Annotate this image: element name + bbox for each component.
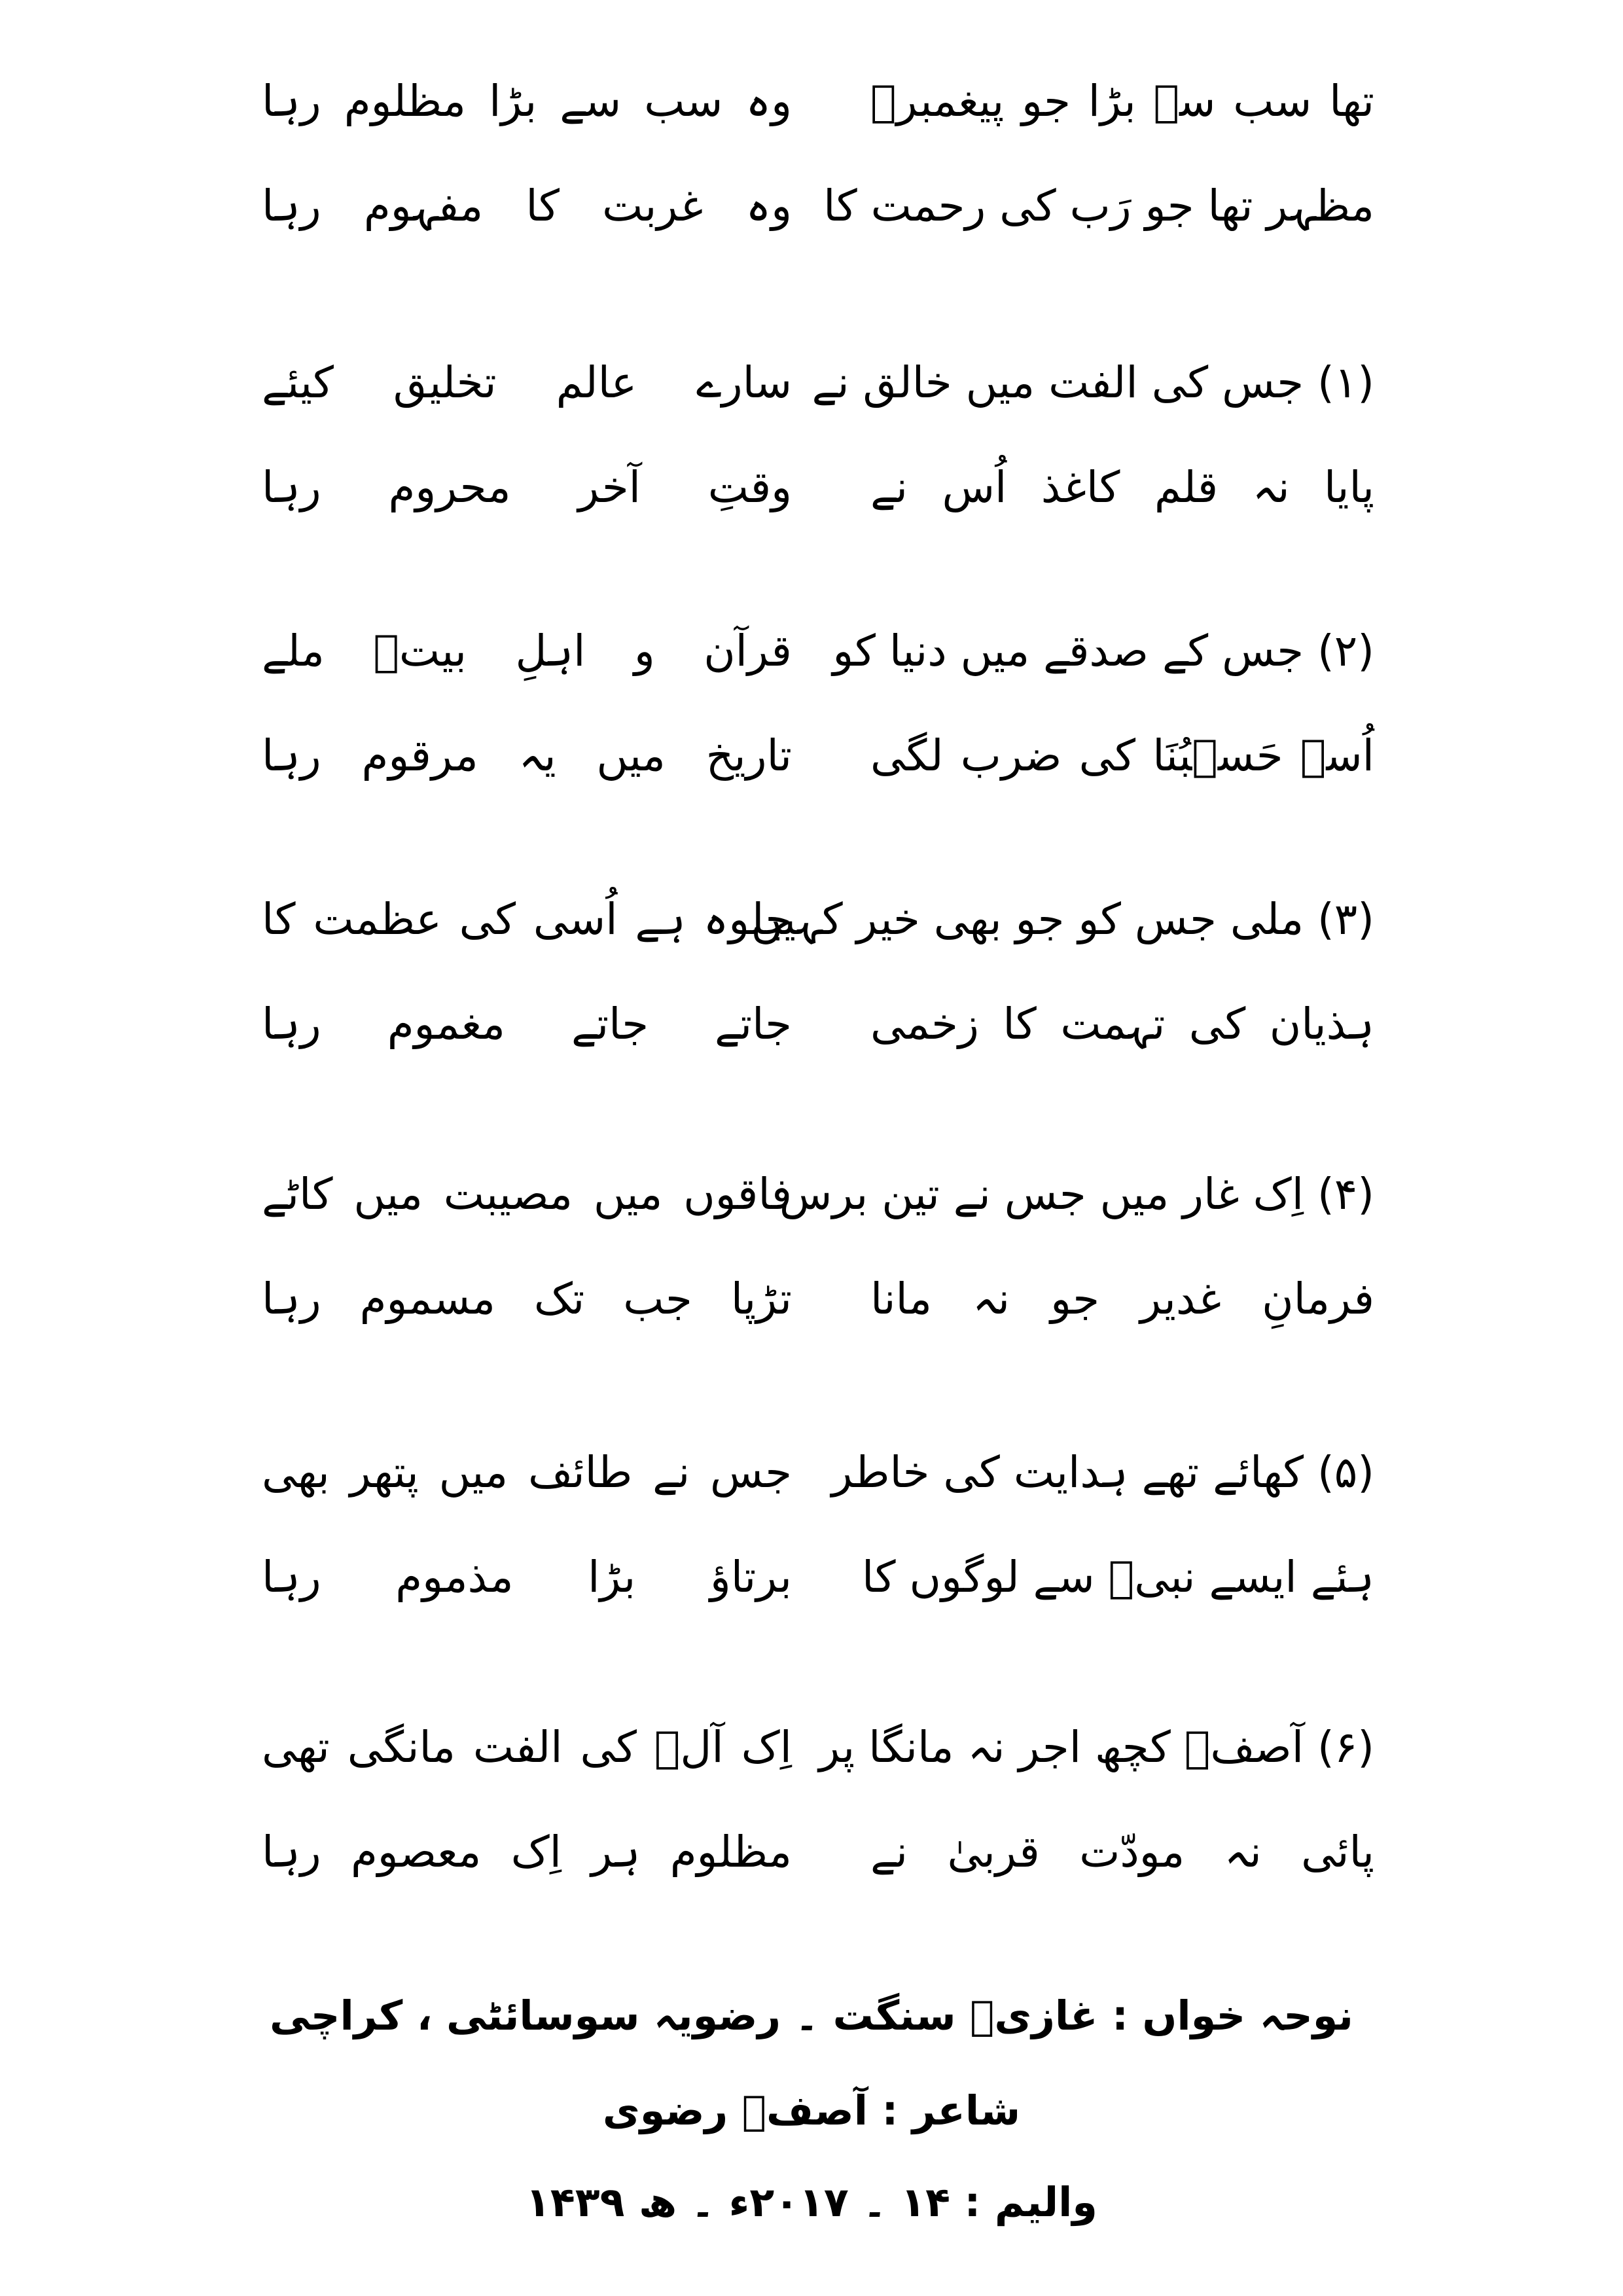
verse-hemistich-second: وہ سب سے بڑا مظلوم رہا <box>262 76 792 126</box>
verse-line <box>262 49 1374 154</box>
verse-hemistich-first: پایا نہ قلم کاغذ اُس نے <box>870 462 1374 512</box>
verse-line <box>262 331 1374 435</box>
verse-hemistich-second: تاریخ میں یہ مرقوم رہا <box>262 730 792 781</box>
verse-hemistich-first: فرمانِ غدیر جو نہ مانا <box>870 1274 1374 1324</box>
verse-hemistich-first: (۵) کھائے تھے ہدایت کی خاطر <box>831 1447 1374 1498</box>
poet-credit: شاعر : آصفؔ رضوی <box>602 2087 1021 2134</box>
verse-line <box>262 599 1374 704</box>
verse-hemistich-first: ہئے ایسے نبیؐ سے لوگوں کا <box>861 1552 1374 1602</box>
stanza-1 <box>262 331 1374 540</box>
verse-line <box>262 154 1374 259</box>
verse-hemistich-second: اِک آلؑ کی الفت مانگی تھی <box>262 1722 792 1772</box>
verse-hemistich-second: سارے عالم تخلیق کیئے <box>262 357 792 408</box>
stanza-5 <box>262 1420 1374 1630</box>
verse-line <box>262 867 1374 972</box>
verse-line <box>262 1247 1374 1352</box>
volume-info: والیم : ۱۴ ۔ ۲۰۱۷ء ۔ ھ ۱۴۳۹ <box>526 2178 1097 2226</box>
verse-hemistich-first: ہذیان کی تہمت کا زخمی <box>870 999 1374 1049</box>
verse-hemistich-first: (۳) ملی جس کو جو بھی خیر کہیں <box>751 894 1374 944</box>
stanza-3 <box>262 867 1374 1077</box>
verse-hemistich-first: مظہر تھا جو رَب کی رحمت کا <box>823 181 1374 231</box>
verse-hemistich-second: وقتِ آخر محروم رہا <box>262 462 792 512</box>
matla-couplet <box>262 49 1374 259</box>
stanza-6 <box>262 1695 1374 1905</box>
verse-line <box>262 972 1374 1077</box>
verse-line <box>262 1695 1374 1800</box>
verse-hemistich-first: (۶) آصفؔ کچھ اجر نہ مانگا پر <box>819 1722 1374 1772</box>
verse-hemistich-second: وہ غربت کا مفہوم رہا <box>262 181 792 231</box>
verse-hemistich-first: اُسے حَسۡبُنَا کی ضرب لگی <box>870 730 1374 781</box>
verse-hemistich-second: برتاؤ بڑا مذموم رہا <box>262 1552 792 1602</box>
verse-hemistich-second: مظلوم ہر اِک معصوم رہا <box>262 1827 792 1877</box>
verse-hemistich-second: جاتے جاتے مغموم رہا <box>262 999 792 1049</box>
verse-line <box>262 1800 1374 1905</box>
verse-hemistich-first: (۱) جس کی الفت میں خالق نے <box>812 357 1374 408</box>
verse-line <box>262 1525 1374 1630</box>
verse-line <box>262 1420 1374 1525</box>
verse-hemistich-second: قرآن و اہلِ بیتؑ ملے <box>262 626 792 676</box>
stanza-2 <box>262 599 1374 808</box>
verse-hemistich-first: (۲) جس کے صدقے میں دنیا کو <box>832 626 1374 676</box>
verse-hemistich-second: جلوہ ہے اُسی کی عظمت کا <box>262 894 792 944</box>
verse-line <box>262 435 1374 540</box>
verse-hemistich-second: فاقوں میں مصیبت میں کاٹے <box>262 1169 792 1219</box>
reciter-credit: نوحہ خواں : غازیؑ سنگت ۔ رضویہ سوسائٹی ، کراچی <box>270 1992 1353 2039</box>
verse-hemistich-first: تھا سب سے بڑا جو پیغمبرؐ <box>870 76 1374 126</box>
verse-hemistich-first: پائی نہ مودّت قربیٰ نے <box>870 1827 1374 1877</box>
stanza-4 <box>262 1142 1374 1352</box>
verse-line <box>262 1142 1374 1247</box>
verse-line <box>262 704 1374 808</box>
verse-hemistich-second: جس نے طائف میں پتھر بھی <box>262 1447 792 1498</box>
verse-hemistich-second: تڑپا جب تک مسموم رہا <box>262 1274 792 1324</box>
verse-hemistich-first: (۴) اِک غار میں جس نے تین برس <box>779 1169 1374 1219</box>
